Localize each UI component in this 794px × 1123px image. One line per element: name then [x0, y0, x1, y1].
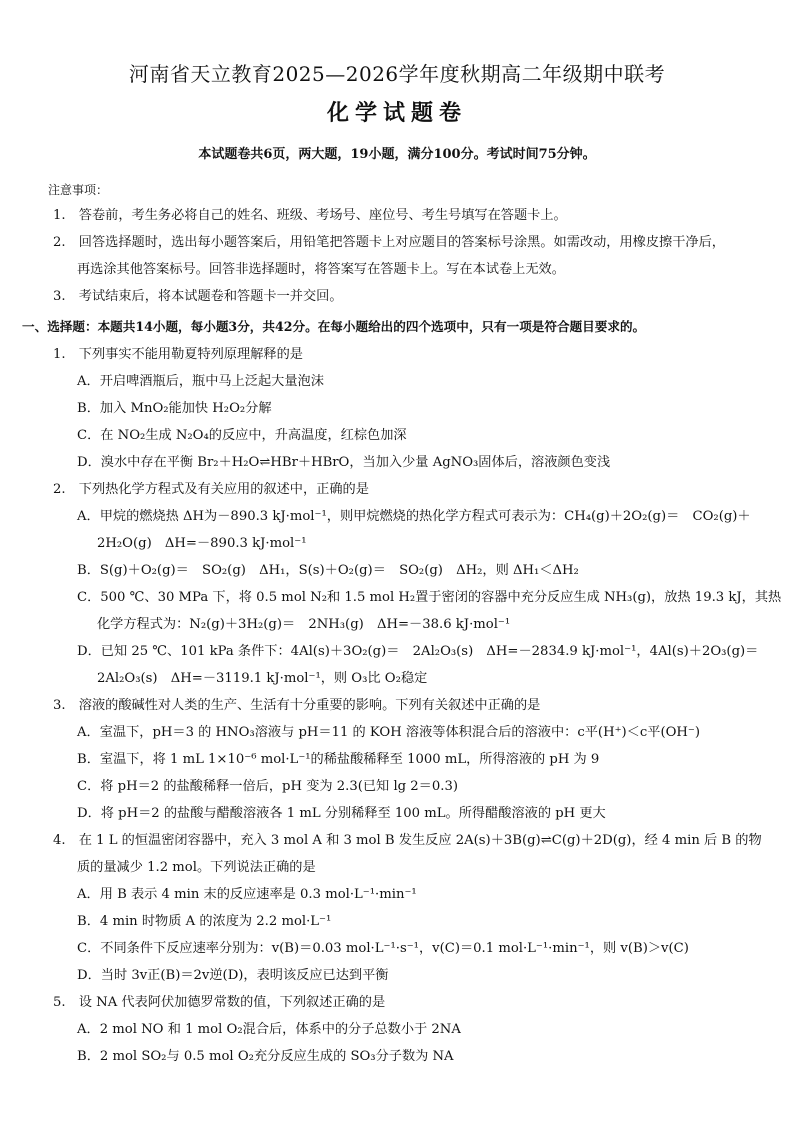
option-line: C．500 ℃、30 MPa 下，将 0.5 mol N₂和 1.5 mol H₂置于密闭的容器中充分反应生成 NH₃(g)，放热 19.3 kJ，其热	[77, 590, 782, 605]
question-line: 5. 设 NA 代表阿伏加德罗常数的值，下列叙述正确的是	[53, 995, 386, 1010]
note-item: 1. 答卷前，考生务必将自己的姓名、班级、考场号、座位号、考生号填写在答题卡上。	[53, 208, 567, 223]
question-line: 4. 在 1 L 的恒温密闭容器中，充入 3 mol A 和 3 mol B 发生反应 2A(s)＋3B(g)⇌C(g)＋2D(g)，经 4 min 后 B 的物	[53, 833, 762, 848]
option-line: A．开启啤酒瓶后，瓶中马上泛起大量泡沫	[77, 374, 324, 389]
option-line: D．将 pH＝2 的盐酸与醋酸溶液各 1 mL 分别稀释至 100 mL。所得醋酸溶液的 pH 更大	[77, 806, 606, 821]
option-line: B．2 mol SO₂与 0.5 mol O₂充分反应生成的 SO₃分子数为 NA	[77, 1049, 454, 1064]
option-line: B．加入 MnO₂能加快 H₂O₂分解	[77, 401, 272, 416]
section-heading: 一、选择题：本题共14小题，每小题3分，共42分。在每小题给出的四个选项中，只有一项是符合题目要求的。	[22, 319, 646, 334]
question-line: 2. 下列热化学方程式及有关应用的叙述中，正确的是	[53, 482, 369, 497]
option-line: C．将 pH＝2 的盐酸稀释一倍后，pH 变为 2.3(已知 lg 2＝0.3)	[77, 779, 458, 794]
option-line: 2H₂O(g) ΔH=－890.3 kJ·mol⁻¹	[97, 536, 307, 551]
option-line: D．已知 25 ℃、101 kPa 条件下：4Al(s)＋3O₂(g)＝ 2Al₂O₃(s) ΔH=－2834.9 kJ·mol⁻¹，4Al(s)＋2O₃(g)＝	[77, 644, 759, 659]
notes-heading: 注意事项：	[48, 183, 109, 197]
option-line: B．S(g)＋O₂(g)＝ SO₂(g) ΔH₁，S(s)＋O₂(g)＝ SO₂(g) ΔH₂，则 ΔH₁＜ΔH₂	[77, 563, 579, 578]
option-line: A．甲烷的燃烧热 ΔH为－890.3 kJ·mol⁻¹，则甲烷燃烧的热化学方程式可表示为：CH₄(g)＋2O₂(g)＝ CO₂(g)＋	[77, 509, 751, 524]
question-line: 3. 溶液的酸碱性对人类的生产、生活有十分重要的影响。下列有关叙述中正确的是	[53, 698, 541, 713]
exam-subtitle: 化学试题卷	[326, 100, 467, 126]
option-line: 化学方程式为：N₂(g)＋3H₂(g)＝ 2NH₃(g) ΔH=－38.6 kJ·mol⁻¹	[97, 617, 511, 632]
option-line: A．2 mol NO 和 1 mol O₂混合后，体系中的分子总数小于 2NA	[77, 1022, 461, 1037]
note-item: 2. 回答选择题时，选出每小题答案后，用铅笔把答题卡上对应题目的答案标号涂黑。如需改动，用橡皮擦干净后，	[53, 235, 725, 250]
option-line: B．4 min 时物质 A 的浓度为 2.2 mol·L⁻¹	[77, 914, 332, 929]
option-line: D．当时 3v正(B)＝2v逆(D)，表明该反应已达到平衡	[77, 968, 389, 983]
option-line: 2Al₂O₃(s) ΔH=－3119.1 kJ·mol⁻¹，则 O₃比 O₂稳定	[97, 671, 428, 686]
exam-title: 河南省天立教育2025—2026学年度秋期高二年级期中联考	[128, 62, 666, 86]
option-line: A．室温下，pH＝3 的 HNO₃溶液与 pH＝11 的 KOH 溶液等体积混合后的溶液中：c平(H⁺)＜c平(OH⁻)	[77, 725, 701, 740]
option-line: C．在 NO₂生成 N₂O₄的反应中，升高温度，红棕色加深	[77, 428, 407, 443]
note-item: 3. 考试结束后，将本试题卷和答题卡一并交回。	[53, 289, 343, 304]
option-line: C．不同条件下反应速率分别为：v(B)＝0.03 mol·L⁻¹·s⁻¹，v(C)＝0.1 mol·L⁻¹·min⁻¹，则 v(B)＞v(C)	[77, 941, 689, 956]
option-line: D．溴水中存在平衡 Br₂＋H₂O⇌HBr＋HBrO，当加入少量 AgNO₃固体后，溶液颜色变浅	[77, 455, 611, 470]
exam-info: 本试题卷共6页，两大题，19小题，满分100分。考试时间75分钟。	[198, 147, 596, 162]
option-line: A．用 B 表示 4 min 末的反应速率是 0.3 mol·L⁻¹·min⁻¹	[77, 887, 417, 902]
question-line: 1. 下列事实不能用勒夏特列原理解释的是	[53, 347, 303, 362]
option-line: B．室温下，将 1 mL 1×10⁻⁶ mol·L⁻¹的稀盐酸稀释至 1000 mL，所得溶液的 pH 为 9	[77, 752, 600, 767]
note-item: 再选涂其他答案标号。回答非选择题时，将答案写在答题卡上。写在本试卷上无效。	[77, 262, 565, 277]
question-line: 质的量减少 1.2 mol。下列说法正确的是	[77, 860, 316, 875]
